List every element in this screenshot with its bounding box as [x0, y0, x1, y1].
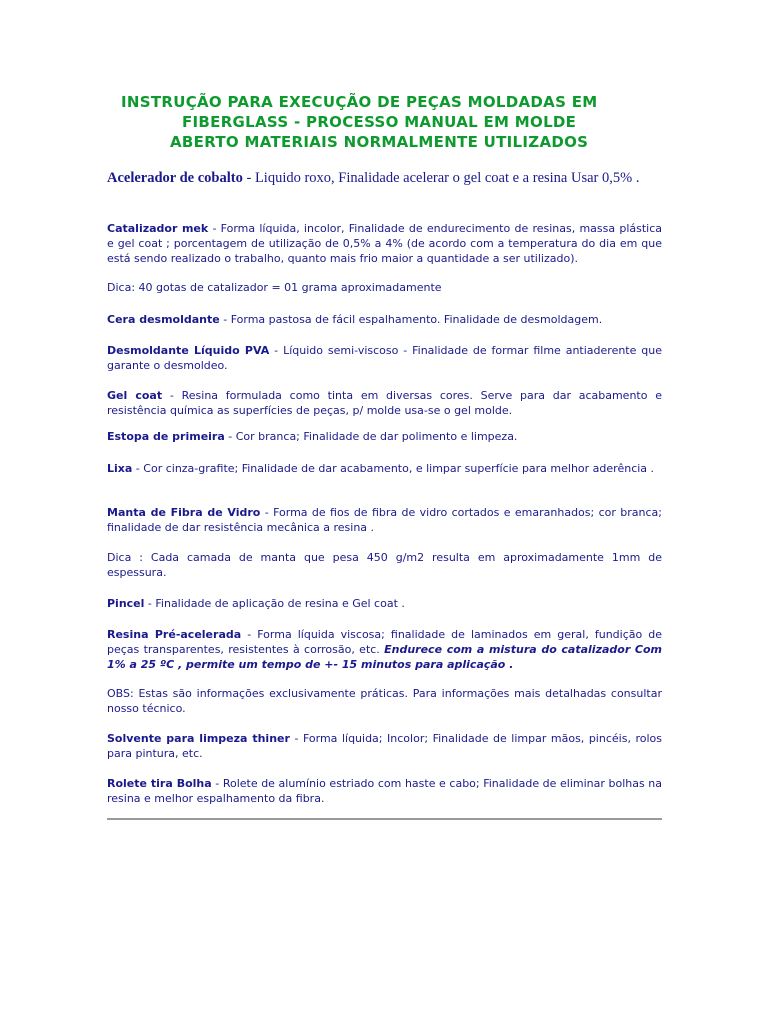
item-solvente — [107, 731, 662, 761]
item-text: Liquido roxo, Finalidade acelerar o gel coat e a resina Usar 0,5% . — [254, 170, 640, 186]
item-term: Solvente para limpeza thiner — [107, 732, 290, 745]
item-text: Forma líquida viscosa; finalidade de laminados em geral, fundição de peças transparentes, resistentes à corrosão, etc. — [107, 628, 663, 656]
tip-gotas — [107, 280, 662, 295]
item-catalizador — [107, 221, 662, 266]
item-separator: - — [260, 506, 274, 519]
item-separator: - — [242, 170, 255, 186]
item-text: Resina formulada como tinta em diversas cores. Serve para dar acabamento e resistência química as superfícies de peças, p/ molde usa-se o gel molde. — [107, 389, 662, 417]
item-separator: - — [162, 389, 182, 402]
item-term: Resina Pré-acelerada — [107, 628, 242, 641]
item-separator: - — [289, 732, 303, 745]
item-text: Forma pastosa de fácil espalhamento. Finalidade de desmoldagem. — [230, 313, 603, 326]
tip-manta — [107, 550, 662, 580]
obs-text: OBS: Estas são informações exclusivamente práticas. Para informações mais detalhadas consultar nosso técnico. — [107, 687, 662, 715]
horizontal-divider — [107, 818, 662, 820]
item-manta — [107, 505, 662, 535]
item-separator: - — [132, 462, 144, 475]
document-title — [108, 92, 660, 152]
item-text: Rolete de alumínio estriado com haste e cabo; Finalidade de eliminar bolhas na resina e melhor espalhamento da fibra. — [107, 777, 662, 805]
item-term: Cera desmoldante — [107, 313, 220, 326]
item-resina — [107, 627, 662, 672]
item-desmoldante-pva — [107, 343, 662, 373]
item-term: Rolete tira Bolha — [107, 777, 212, 790]
obs-note — [107, 686, 662, 716]
item-term: Manta de Fibra de Vidro — [107, 506, 261, 519]
item-text: Líquido semi-viscoso - Finalidade de formar filme antiaderente que garante o desmoldeo. — [107, 344, 663, 372]
item-text: Forma líquida, incolor, Finalidade de endurecimento de resinas, massa plástica e gel coat ; porcentagem de utilização de 0,5% a 4% (de acordo com a temperatura do dia em que está sendo realizado o trabalho, quanto mais frio maior a quantidade a ser utilizado). — [107, 222, 663, 265]
title-line-3: ABERTO MATERIAIS NORMALMENTE UTILIZADOS — [170, 133, 589, 151]
item-cera — [107, 312, 662, 327]
item-text: Finalidade de aplicação de resina e Gel coat . — [155, 597, 405, 610]
item-term: Pincel — [107, 597, 145, 610]
item-term: Catalizador mek — [107, 222, 209, 235]
item-term: Lixa — [107, 462, 133, 475]
item-emphasis: Endurece com a mistura do catalizador Com 1% a 25 ºC , permite um tempo de +- 15 minutos para aplicação . — [107, 643, 662, 671]
tip-text: Dica : Cada camada de manta que pesa 450 g/m2 resulta em aproximadamente 1mm de espessura. — [107, 551, 662, 579]
item-text: Forma líquida; Incolor; Finalidade de limpar mãos, pincéis, rolos para pintura, etc. — [107, 732, 662, 760]
item-acelerador — [107, 170, 662, 187]
tip-text: Dica: 40 gotas de catalizador = 01 grama aproximadamente — [107, 281, 442, 294]
item-pincel — [107, 596, 662, 611]
title-line-2: FIBERGLASS - PROCESSO MANUAL EM MOLDE — [182, 113, 577, 131]
item-text: Cor branca; Finalidade de dar polimento e limpeza. — [235, 430, 518, 443]
item-estopa — [107, 429, 662, 444]
item-term: Gel coat — [107, 389, 163, 402]
item-separator: - — [211, 777, 223, 790]
item-lixa — [107, 461, 662, 476]
item-separator: - — [241, 628, 258, 641]
item-separator: - — [208, 222, 221, 235]
item-gel-coat — [107, 388, 662, 418]
item-text: Cor cinza-grafite; Finalidade de dar acabamento, e limpar superfície para melhor aderência . — [143, 462, 655, 475]
title-line-1: INSTRUÇÃO PARA EXECUÇÃO DE PEÇAS MOLDADAS EM — [121, 93, 598, 111]
item-term: Acelerador de cobalto — [107, 170, 243, 186]
item-term: Desmoldante Líquido PVA — [107, 344, 270, 357]
item-term: Estopa de primeira — [107, 430, 225, 443]
item-text: Forma de fios de fibra de vidro cortados e emaranhados; cor branca; finalidade de dar resistência mecânica a resina . — [107, 506, 662, 534]
item-separator: - — [144, 597, 156, 610]
item-separator: - — [219, 313, 231, 326]
item-separator: - — [269, 344, 284, 357]
item-rolete — [107, 776, 662, 806]
item-separator: - — [224, 430, 236, 443]
